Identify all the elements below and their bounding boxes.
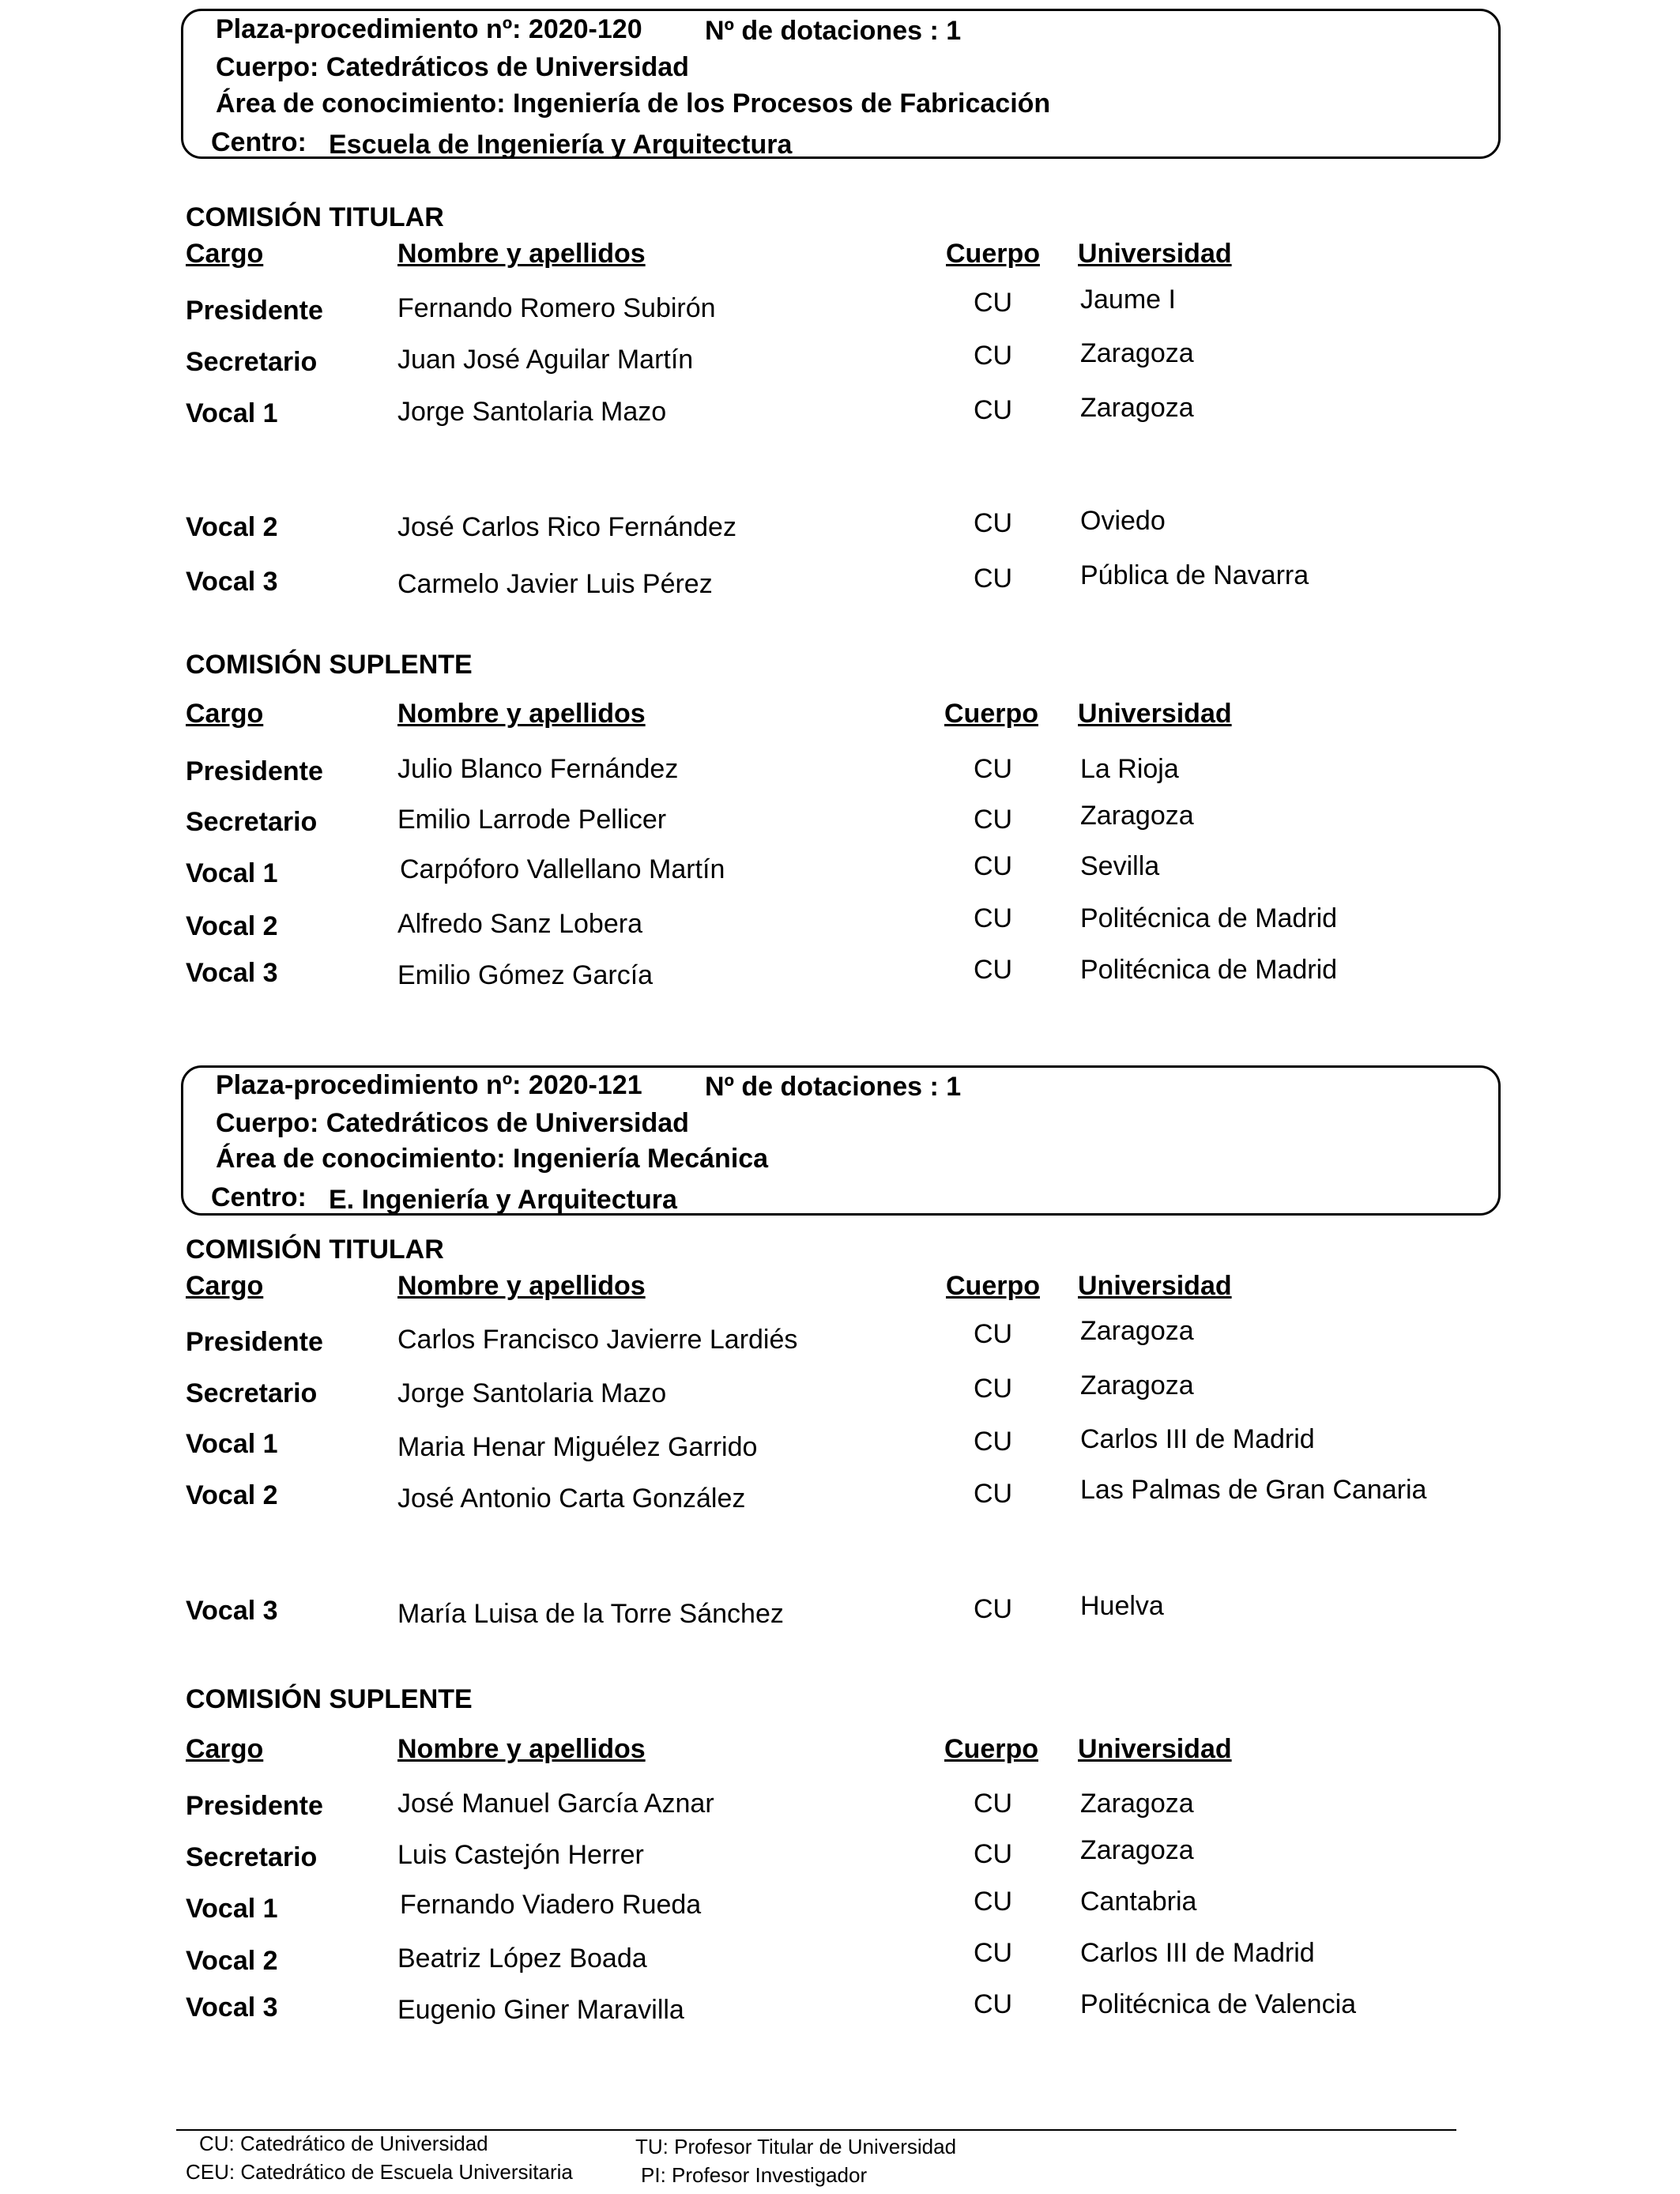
universidad: Politécnica de Valencia — [1080, 1989, 1357, 2019]
cargo: Vocal 3 — [186, 1992, 278, 2022]
cargo: Vocal 1 — [186, 858, 278, 888]
dotaciones: Nº de dotaciones : 1 — [705, 1072, 962, 1102]
comision-titular-title: COMISIÓN TITULAR — [186, 202, 444, 232]
cargo: Secretario — [186, 347, 318, 377]
cargo: Presidente — [186, 1791, 323, 1821]
footer-rule — [176, 2129, 1456, 2131]
universidad: Jaume I — [1080, 285, 1176, 315]
cuerpo: CU — [974, 903, 1013, 933]
cargo: Vocal 2 — [186, 1480, 278, 1510]
nombre: Emilio Gómez García — [397, 960, 654, 990]
nombre: María Luisa de la Torre Sánchez — [397, 1599, 784, 1629]
nombre: Fernando Romero Subirón — [397, 293, 716, 323]
cuerpo: CU — [974, 851, 1013, 881]
comision-suplente-title: COMISIÓN SUPLENTE — [186, 650, 473, 680]
cuerpo: CU — [974, 805, 1013, 835]
cargo: Vocal 1 — [186, 1894, 278, 1924]
col-nombre: Nombre y apellidos — [397, 239, 646, 269]
cargo: Vocal 2 — [186, 911, 278, 941]
cuerpo-label: Cuerpo: Catedráticos de Universidad — [216, 1108, 689, 1138]
universidad: Zaragoza — [1080, 393, 1194, 423]
comision-suplente-title: COMISIÓN SUPLENTE — [186, 1684, 473, 1714]
col-cuerpo: Cuerpo — [944, 699, 1038, 729]
centro-key: Centro: — [211, 127, 307, 157]
universidad: Huelva — [1080, 1591, 1164, 1621]
nombre: Beatriz López Boada — [397, 1943, 647, 1973]
cuerpo: CU — [974, 1839, 1013, 1869]
cargo: Secretario — [186, 1378, 318, 1408]
cuerpo-label: Cuerpo: Catedráticos de Universidad — [216, 52, 689, 82]
cargo: Vocal 3 — [186, 958, 278, 988]
col-universidad: Universidad — [1078, 1734, 1232, 1764]
universidad: Carlos III de Madrid — [1080, 1938, 1315, 1968]
dotaciones: Nº de dotaciones : 1 — [705, 16, 962, 46]
cargo: Vocal 3 — [186, 1596, 278, 1626]
col-nombre: Nombre y apellidos — [397, 1271, 646, 1301]
cuerpo: CU — [974, 1594, 1013, 1624]
cargo: Secretario — [186, 1842, 318, 1872]
col-cargo: Cargo — [186, 1734, 264, 1764]
cuerpo: CU — [974, 955, 1013, 985]
universidad: Zaragoza — [1080, 1835, 1194, 1865]
universidad: Zaragoza — [1080, 338, 1194, 368]
cargo: Vocal 1 — [186, 398, 278, 428]
nombre: Carmelo Javier Luis Pérez — [397, 569, 713, 599]
nombre: Luis Castejón Herrer — [397, 1840, 644, 1870]
comision-titular-title: COMISIÓN TITULAR — [186, 1235, 444, 1265]
cargo: Vocal 2 — [186, 512, 278, 542]
nombre: Jorge Santolaria Mazo — [397, 397, 667, 427]
col-cargo: Cargo — [186, 699, 264, 729]
nombre: Juan José Aguilar Martín — [397, 345, 694, 375]
cargo: Presidente — [186, 756, 323, 786]
universidad: Carlos III de Madrid — [1080, 1424, 1315, 1454]
cargo: Presidente — [186, 296, 323, 326]
cuerpo: CU — [974, 1989, 1013, 2019]
cargo: Vocal 3 — [186, 567, 278, 597]
cuerpo: CU — [974, 1427, 1013, 1457]
universidad: Zaragoza — [1080, 1316, 1194, 1346]
cuerpo: CU — [974, 1887, 1013, 1917]
cuerpo: CU — [974, 564, 1013, 594]
cuerpo: CU — [974, 508, 1013, 538]
universidad: Oviedo — [1080, 506, 1166, 536]
nombre: Eugenio Giner Maravilla — [397, 1995, 684, 2025]
cargo: Secretario — [186, 807, 318, 837]
universidad: Pública de Navarra — [1080, 560, 1309, 590]
cuerpo: CU — [974, 1319, 1013, 1349]
area-label: Área de conocimiento: Ingeniería Mecánica — [216, 1144, 769, 1174]
nombre: José Manuel García Aznar — [397, 1789, 714, 1819]
nombre: Jorge Santolaria Mazo — [397, 1378, 667, 1408]
universidad: Politécnica de Madrid — [1080, 903, 1338, 933]
cuerpo: CU — [974, 288, 1013, 318]
centro-value: E. Ingeniería y Arquitectura — [329, 1185, 677, 1215]
nombre: José Antonio Carta González — [397, 1483, 746, 1514]
col-cuerpo: Cuerpo — [946, 239, 1040, 269]
col-universidad: Universidad — [1078, 239, 1232, 269]
universidad: Sevilla — [1080, 851, 1160, 881]
cuerpo: CU — [974, 1789, 1013, 1819]
col-cargo: Cargo — [186, 1271, 264, 1301]
area-label: Área de conocimiento: Ingeniería de los Procesos de Fabricación — [216, 89, 1051, 119]
universidad: Zaragoza — [1080, 1789, 1194, 1819]
col-nombre: Nombre y apellidos — [397, 699, 646, 729]
col-cuerpo: Cuerpo — [946, 1271, 1040, 1301]
col-nombre: Nombre y apellidos — [397, 1734, 646, 1764]
nombre: Julio Blanco Fernández — [397, 754, 679, 784]
universidad: La Rioja — [1080, 754, 1179, 784]
plaza-number: Plaza-procedimiento nº: 2020-120 — [216, 14, 642, 44]
centro-key: Centro: — [211, 1182, 307, 1212]
legend-cu: CU: Catedrático de Universidad — [199, 2132, 488, 2155]
legend-pi: PI: Profesor Investigador — [641, 2163, 868, 2187]
universidad: Las Palmas de Gran Canaria — [1080, 1475, 1427, 1505]
cuerpo: CU — [974, 1938, 1013, 1968]
nombre: Carpóforo Vallellano Martín — [400, 854, 725, 884]
col-universidad: Universidad — [1078, 699, 1232, 729]
universidad: Politécnica de Madrid — [1080, 955, 1338, 985]
cargo: Vocal 2 — [186, 1946, 278, 1976]
cuerpo: CU — [974, 754, 1013, 784]
nombre: José Carlos Rico Fernández — [397, 512, 736, 542]
col-universidad: Universidad — [1078, 1271, 1232, 1301]
cuerpo: CU — [974, 395, 1013, 425]
legend-ceu: CEU: Catedrático de Escuela Universitaria — [186, 2160, 573, 2184]
cuerpo: CU — [974, 1374, 1013, 1404]
universidad: Cantabria — [1080, 1887, 1197, 1917]
plaza-number: Plaza-procedimiento nº: 2020-121 — [216, 1070, 642, 1100]
nombre: Carlos Francisco Javierre Lardiés — [397, 1325, 798, 1355]
nombre: Maria Henar Miguélez Garrido — [397, 1432, 758, 1462]
nombre: Alfredo Sanz Lobera — [397, 909, 642, 939]
col-cuerpo: Cuerpo — [944, 1734, 1038, 1764]
nombre: Fernando Viadero Rueda — [400, 1890, 702, 1920]
centro-value: Escuela de Ingeniería y Arquitectura — [329, 130, 793, 160]
col-cargo: Cargo — [186, 239, 264, 269]
cargo: Presidente — [186, 1327, 323, 1357]
cuerpo: CU — [974, 1479, 1013, 1509]
universidad: Zaragoza — [1080, 1370, 1194, 1400]
universidad: Zaragoza — [1080, 801, 1194, 831]
legend-tu: TU: Profesor Titular de Universidad — [635, 2135, 957, 2158]
cuerpo: CU — [974, 341, 1013, 371]
nombre: Emilio Larrode Pellicer — [397, 805, 667, 835]
cargo: Vocal 1 — [186, 1429, 278, 1459]
